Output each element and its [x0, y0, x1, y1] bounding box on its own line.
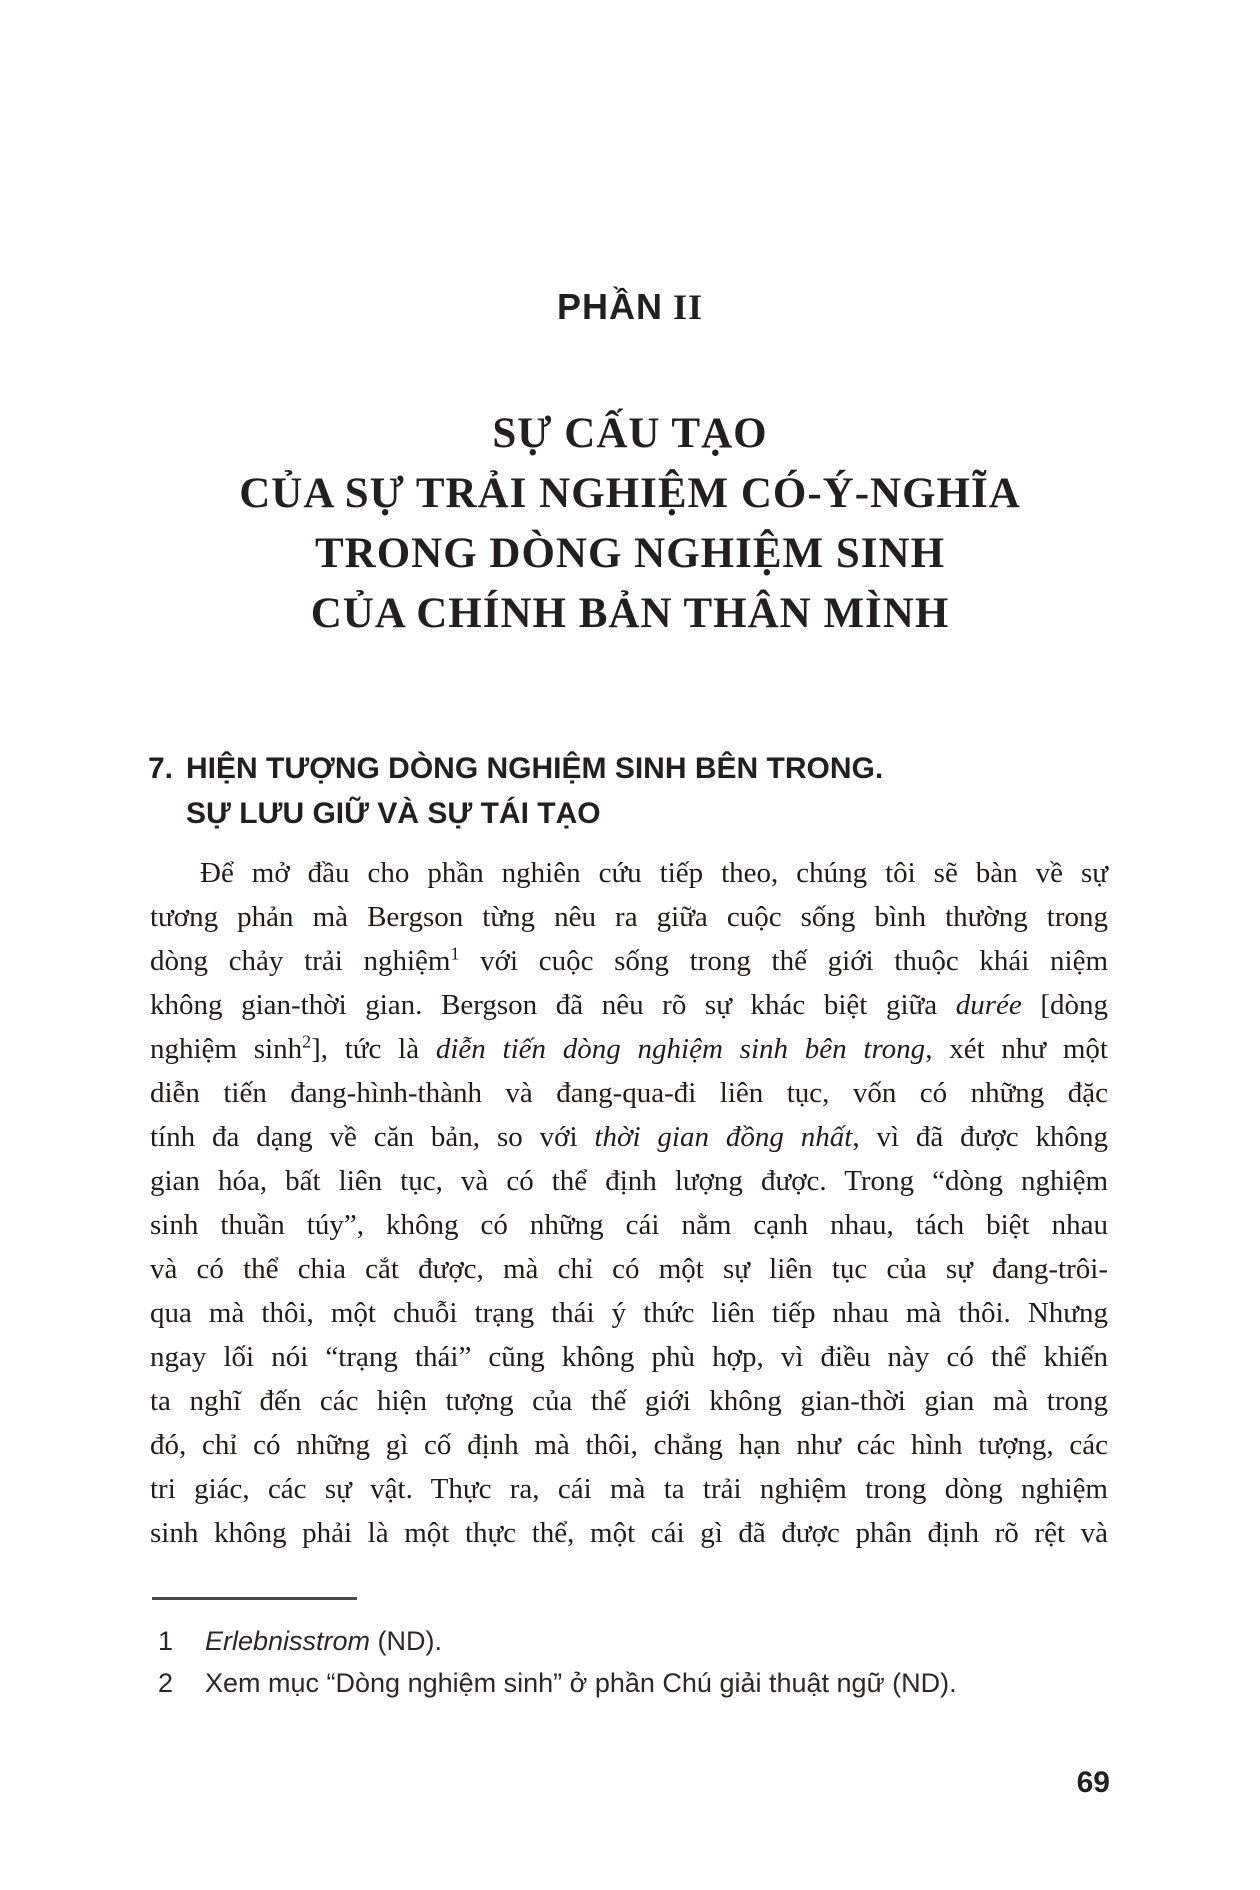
- text-line: TRONG DÒNG NGHIỆM SINH: [314, 530, 946, 577]
- part-numeral: II: [672, 287, 704, 327]
- text-segment: Erlebnisstrom: [205, 1626, 371, 1656]
- text-segment: sinh không phải là một thực thể, một cái gì đã được phân định rõ rệt và: [150, 1517, 1108, 1549]
- body-line: [150, 939, 1108, 983]
- text-segment: diễn tiến dòng nghiệm sinh bên trong: [435, 1033, 926, 1065]
- text-segment: (ND).: [370, 1626, 443, 1656]
- text-segment: Để mở đầu cho phần nghiên cứu tiếp theo, chúng tôi sẽ bàn về sự: [200, 857, 1108, 889]
- text-segment: sinh thuần túy”, không có những cái nằm cạnh nhau, tách biệt nhau: [150, 1209, 1108, 1241]
- body-line: [150, 983, 1108, 1027]
- page-number: 69: [1076, 1766, 1110, 1799]
- text-segment: tính đa dạng về căn bản, so với: [150, 1121, 595, 1153]
- body-line: [150, 1291, 1108, 1335]
- text-line: CỦA CHÍNH BẢN THÂN MÌNH: [310, 590, 950, 637]
- text-segment: gian hóa, bất liên tục, và có thể định lượng được. Trong “dòng nghiệm: [150, 1165, 1108, 1197]
- text-segment: thời gian đồng nhất: [594, 1121, 853, 1153]
- body-line: [150, 1379, 1108, 1423]
- body-line: [150, 1467, 1108, 1511]
- footnote-item: [150, 1662, 1110, 1704]
- body-line: [150, 1027, 1108, 1071]
- body-line: [150, 851, 1108, 895]
- text-segment: ], tức là: [311, 1033, 436, 1065]
- text-segment: qua mà thôi, một chuỗi trạng thái ý thức liên tiếp nhau mà thôi. Nhưng: [150, 1297, 1108, 1329]
- text-segment: , xét như một: [925, 1033, 1108, 1065]
- footnote-text: [205, 1620, 1110, 1662]
- text-segment: dòng chảy trải nghiệm: [150, 945, 451, 977]
- superscript-marker: 2: [302, 1031, 312, 1052]
- text-segment: durée: [955, 989, 1022, 1021]
- body-line: [150, 1159, 1108, 1203]
- text-segment: ngay lối nói “trạng thái” cũng không phù hợp, vì điều này có thể khiến: [150, 1341, 1108, 1373]
- body-line: [150, 1247, 1108, 1291]
- footnote-list: [150, 1620, 1110, 1704]
- text-segment: và có thể chia cắt được, mà chỉ có một sự liên tục của sự đang-trôi-: [150, 1253, 1108, 1285]
- text-segment: ta nghĩ đến các hiện tượng của thế giới không gian-thời gian mà trong: [150, 1385, 1108, 1417]
- body-line: [150, 1335, 1108, 1379]
- body-paragraph: [150, 851, 1108, 1555]
- footnote-item: [150, 1620, 1110, 1662]
- text-line: HIỆN TƯỢNG DÒNG NGHIỆM SINH BÊN TRONG.: [186, 752, 884, 785]
- body-line: [150, 895, 1108, 939]
- text-segment: , vì đã được không: [852, 1121, 1108, 1153]
- footnote-number: 2: [158, 1668, 174, 1698]
- section-number: 7.: [148, 752, 174, 785]
- footnote-separator: [152, 1597, 357, 1600]
- body-line: [150, 1071, 1108, 1115]
- section-title: [186, 746, 1108, 836]
- text-line: SỰ CẤU TẠO: [492, 410, 768, 457]
- part-label: PHẦN: [556, 286, 663, 327]
- text-segment: không gian-thời gian. Bergson đã nêu rõ sự khác biệt giữa: [150, 989, 956, 1021]
- chapter-title: [150, 404, 1110, 644]
- footnote-number: 1: [158, 1626, 174, 1656]
- text-segment: diễn tiến đang-hình-thành và đang-qua-đi liên tục, vốn có những đặc: [150, 1077, 1108, 1109]
- body-line: [150, 1203, 1108, 1247]
- body-line: [150, 1423, 1108, 1467]
- text-segment: đó, chỉ có những gì cố định mà thôi, chẳng hạn như các hình tượng, các: [150, 1429, 1108, 1461]
- part-heading: [150, 286, 1110, 328]
- text-segment: nghiệm sinh: [150, 1033, 303, 1065]
- text-segment: tương phản mà Bergson từng nêu ra giữa cuộc sống bình thường trong: [150, 901, 1108, 933]
- text-line: CỦA SỰ TRẢI NGHIỆM CÓ-Ý-NGHĨA: [239, 470, 1021, 517]
- footnote-text: [205, 1662, 1110, 1704]
- body-line: [150, 1511, 1108, 1555]
- body-line: [150, 1115, 1108, 1159]
- text-segment: [dòng: [1021, 989, 1108, 1021]
- section-heading: [148, 746, 1108, 836]
- superscript-marker: 1: [450, 943, 460, 964]
- text-segment: Xem mục “Dòng nghiệm sinh” ở phần Chú giải thuật ngữ (ND).: [205, 1668, 957, 1698]
- text-line: SỰ LƯU GIỮ VÀ SỰ TÁI TẠO: [186, 797, 601, 830]
- text-segment: tri giác, các sự vật. Thực ra, cái mà ta trải nghiệm trong dòng nghiệm: [150, 1473, 1108, 1505]
- text-segment: với cuộc sống trong thế giới thuộc khái niệm: [459, 945, 1109, 977]
